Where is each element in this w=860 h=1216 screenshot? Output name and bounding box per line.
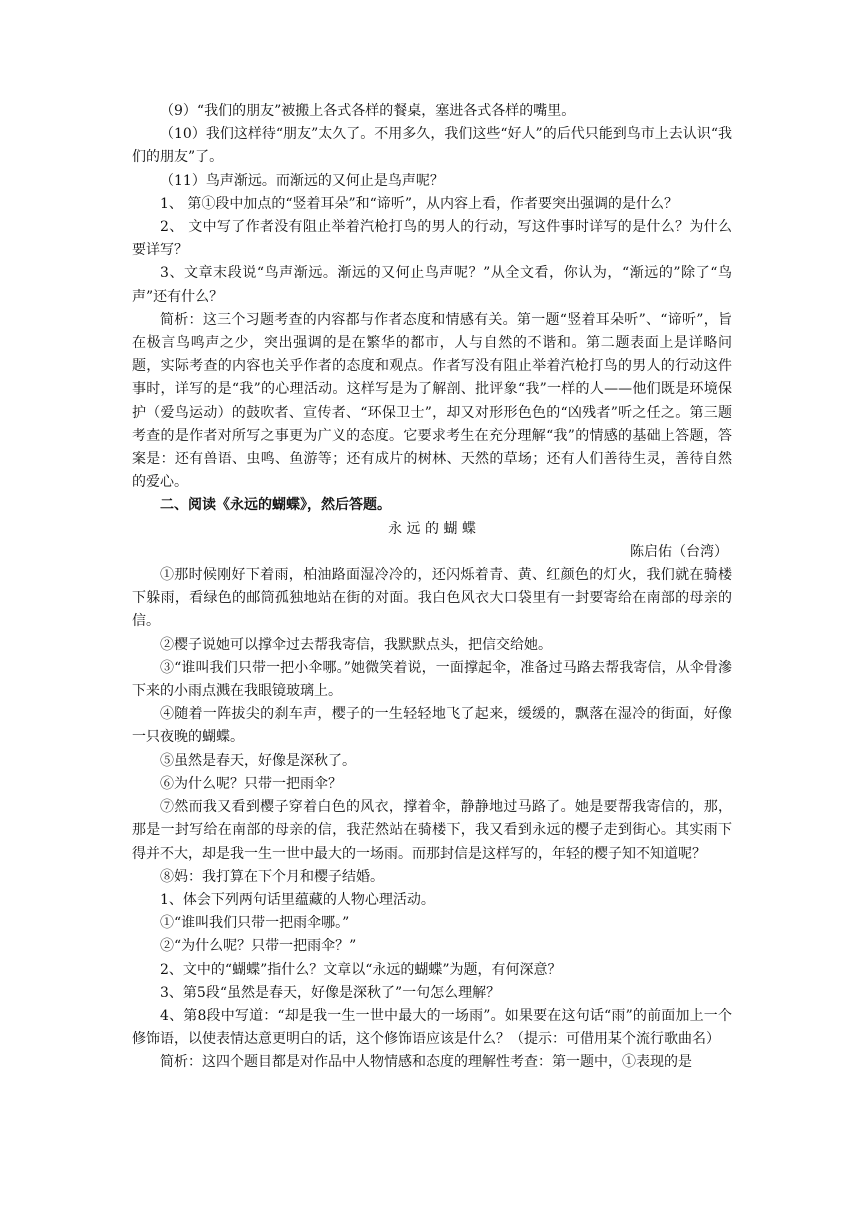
section-heading: 二、阅读《永远的蝴蝶》，然后答题。 (160, 497, 391, 514)
story-title: 永 远 的 蝴 蝶 (388, 520, 476, 537)
story-paragraph: ③“谁叫我们只带一把小伞哪。”她微笑着说，一面撑起伞，准备过马路去帮我寄信，从伞骨滲下来的小雨点溅在我眼镜玻璃上。 (132, 659, 732, 700)
story-paragraph: ⑥为什么呢？只带一把雨伞？ (160, 775, 342, 792)
question-sub: ②“为什么呢？只带一把雨伞？” (160, 938, 357, 955)
analysis-paragraph: 简析：这三个习题考查的内容都与作者态度和情感有关。第一题“竖着耳朵听”、“谛听”，旨在极言鸟鸣声之少，突出强调的是在繁华的都市，人与自然的不谐和。第二题表面上是详略问题，实际考查的内容也关乎作者的态度和观点。作者写没有阻止举着汽枪打鸟的男人的行动这件事时，详写的是“我”的心理活动。这样写是为了解剖、批评象“我”一样的人——他们既是环境保护（爱鸟运动）的鼓吹者、宣传者、“环保卫士”，却又对形形色色的“凶残者”听之任之。第三题考查的是作者对所写之事更为广义的态度。它要求考生在充分理解“我”的情感的基础上答题，答案是：还有兽语、虫鸣、鱼游等；还有成片的树林、天然的草场；还有人们善待生灵，善待自然的爱心。 (132, 311, 732, 491)
document-page (132, 100, 732, 1075)
story-paragraph: ⑤虽然是春天，好像是深秋了。 (160, 752, 356, 769)
story-author: 陈启佑（台湾） (630, 543, 728, 560)
question: 2、 文中写了作者没有阻止举着汽枪打鸟的男人的行动，写这件事时详写的是什么？为什么要详写？ (132, 219, 732, 259)
story-paragraph: ②樱子说她可以撑伞过去帮我寄信，我默默点头，把信交给她。 (160, 636, 552, 653)
paragraph: （11）鸟声渐远。而渐远的又何止是鸟声呢？ (160, 172, 444, 189)
story-paragraph: ⑦然而我又看到樱子穿着白色的风衣，撑着伞，静静地过马路了。她是要帮我寄信的，那，那是一封写给在南部的母亲的信，我茫然站在骑楼下，我又看到永远的樱子走到街心。其实雨下得并不大，却是我一生一世中最大的一场雨。而那封信是这样写的，年轻的樱子知不知道呢？ (132, 799, 732, 862)
question: 2、文中的“蝴蝶”指什么？文章以“永远的蝴蝶”为题，有何深意？ (160, 961, 562, 978)
paragraph: （9）“我们的朋友”被搬上各式各样的餐桌，塞进各式各样的嘴里。 (160, 103, 576, 119)
story-paragraph: ①那时候刚好下着雨，柏油路面湿冷冷的，还闪烁着青、黄、红颜色的灯火，我们就在骑楼下躲雨，看绿色的邮筒孤独地站在街的对面。我白色风衣大口袋里有一封要寄给在南部的母亲的信。 (132, 567, 732, 630)
story-paragraph: ⑧妈：我打算在下个月和樱子结婚。 (160, 868, 384, 885)
analysis-paragraph: 简析：这四个题目都是对作品中人物情感和态度的理解性考查：第一题中，①表现的是 (160, 1054, 692, 1071)
question-sub: ①“谁叫我们只带一把雨伞哪。” (160, 915, 350, 932)
question: 1、 第①段中加点的“竖着耳朵”和“谛听”，从内容上看，作者要突出强调的是什么？ (160, 195, 678, 212)
question: 3、文章末段说“鸟声渐远。渐远的又何止鸟声呢？”从全文看，你认为，“渐远的”除了“鸟声”还有什么？ (132, 265, 732, 305)
paragraph: （10）我们这样待“朋友”太久了。不用多久，我们这些“好人”的后代只能到鸟市上去认识“我们的朋友”了。 (132, 126, 732, 166)
question: 1、体会下列两句话里蕴藏的人物心理活动。 (160, 891, 435, 908)
question: 3、第5段“虽然是春天，好像是深秋了”一句怎么理解？ (160, 984, 501, 1001)
story-paragraph: ④随着一阵拔尖的刹车声，樱子的一生轻轻地飞了起来，缓缓的，飘落在湿冷的街面，好像一只夜晚的蝴蝶。 (132, 706, 732, 746)
question: 4、第8段中写道：“却是我一生一世中最大的一场雨”。如果要在这句话“雨”的前面加上一个修饰语，以使表情达意更明白的话，这个修饰语应该是什么？（提示：可借用某个流行歌曲名） (132, 1007, 732, 1048)
